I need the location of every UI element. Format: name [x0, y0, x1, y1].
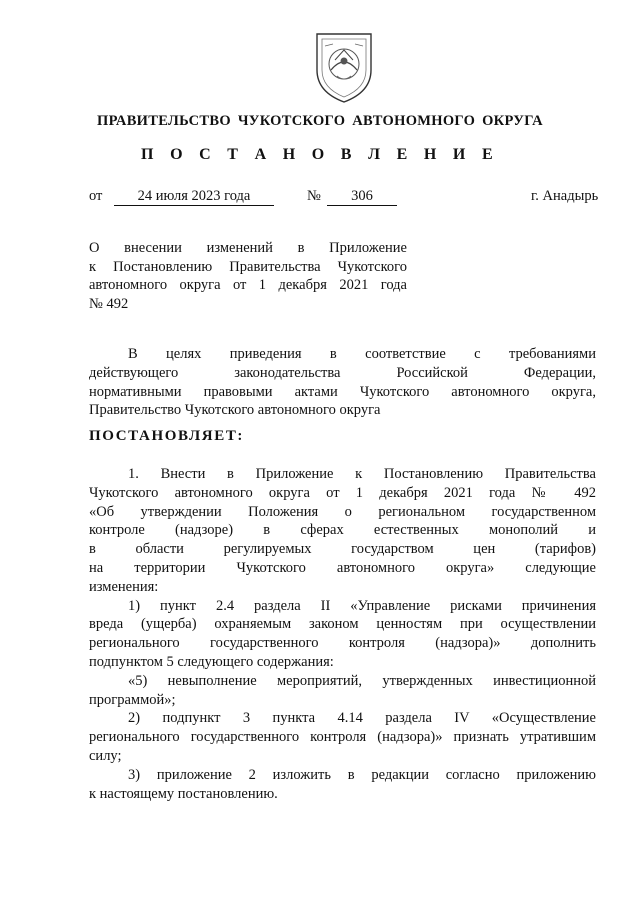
body-line: регионального государственного контроля (надзора)» признать утратившим [89, 729, 596, 746]
body-line: Чукотского автономного округа от 1 декабря 2021 года № 492 [89, 484, 596, 501]
subject-line: О внесении изменений в Приложение [89, 240, 407, 256]
document-type-title: П О С Т А Н О В Л Е Н И Е [141, 146, 499, 163]
document-number: 306 [327, 188, 397, 206]
body-line: 3) приложение 2 изложить в редакции согласно приложению [128, 766, 596, 783]
preamble-line: В целях приведения в соответствие с требованиями [128, 346, 596, 362]
body-line: 2) подпункт 3 пункта 4.14 раздела IV «Осуществление [128, 710, 596, 727]
body-line: «5) невыполнение мероприятий, утвержденных инвестиционной [128, 672, 596, 689]
body-line: подпунктом 5 следующего содержания: [89, 653, 334, 670]
coat-of-arms-icon [309, 26, 379, 106]
body-line: программой»; [89, 691, 176, 708]
document-subject [89, 239, 407, 313]
body-line: контроле (надзоре) в сферах естественных монополий и [89, 522, 596, 539]
preamble-line: Правительство Чукотского автономного округа [89, 402, 381, 419]
document-city: г. Анадырь [531, 188, 599, 204]
body-line: вреда (ущерба) охраняемым законом ценностям при осуществлении [89, 616, 596, 633]
body-line: «Об утверждении Положения о региональном государственном [89, 503, 596, 520]
document-date: 24 июля 2023 года [114, 188, 274, 206]
subject-line: № 492 [89, 295, 129, 312]
subject-line: к Постановлению Правительства Чукотского [89, 258, 407, 275]
body-line: силу; [89, 747, 122, 764]
date-label: от [89, 188, 103, 204]
organization-title: ПРАВИТЕЛЬСТВО ЧУКОТСКОГО АВТОНОМНОГО ОКРУГА [97, 113, 543, 129]
decree-heading: ПОСТАНОВЛЯЕТ: [89, 428, 245, 444]
preamble-line: действующего законодательства Российской Федерации, [89, 364, 596, 381]
body-line: 1) пункт 2.4 раздела II «Управление рисками причинения [128, 597, 596, 614]
body-line: регионального государственного контроля (надзора)» дополнить [89, 635, 596, 652]
body-line: изменения: [89, 578, 159, 595]
body-line: на территории Чукотского автономного округа» следующие [89, 559, 596, 576]
body-line: в области регулируемых государством цен (тарифов) [89, 541, 596, 558]
decree-body [89, 465, 596, 803]
subject-line: автономного округа от 1 декабря 2021 года [89, 277, 407, 294]
preamble-line: нормативными правовыми актами Чукотского автономного округа, [89, 383, 596, 400]
number-label: № [307, 188, 321, 204]
preamble [89, 345, 596, 420]
body-line: к настоящему постановлению. [89, 785, 278, 802]
body-line: 1. Внести в Приложение к Постановлению Правительства [128, 466, 596, 482]
